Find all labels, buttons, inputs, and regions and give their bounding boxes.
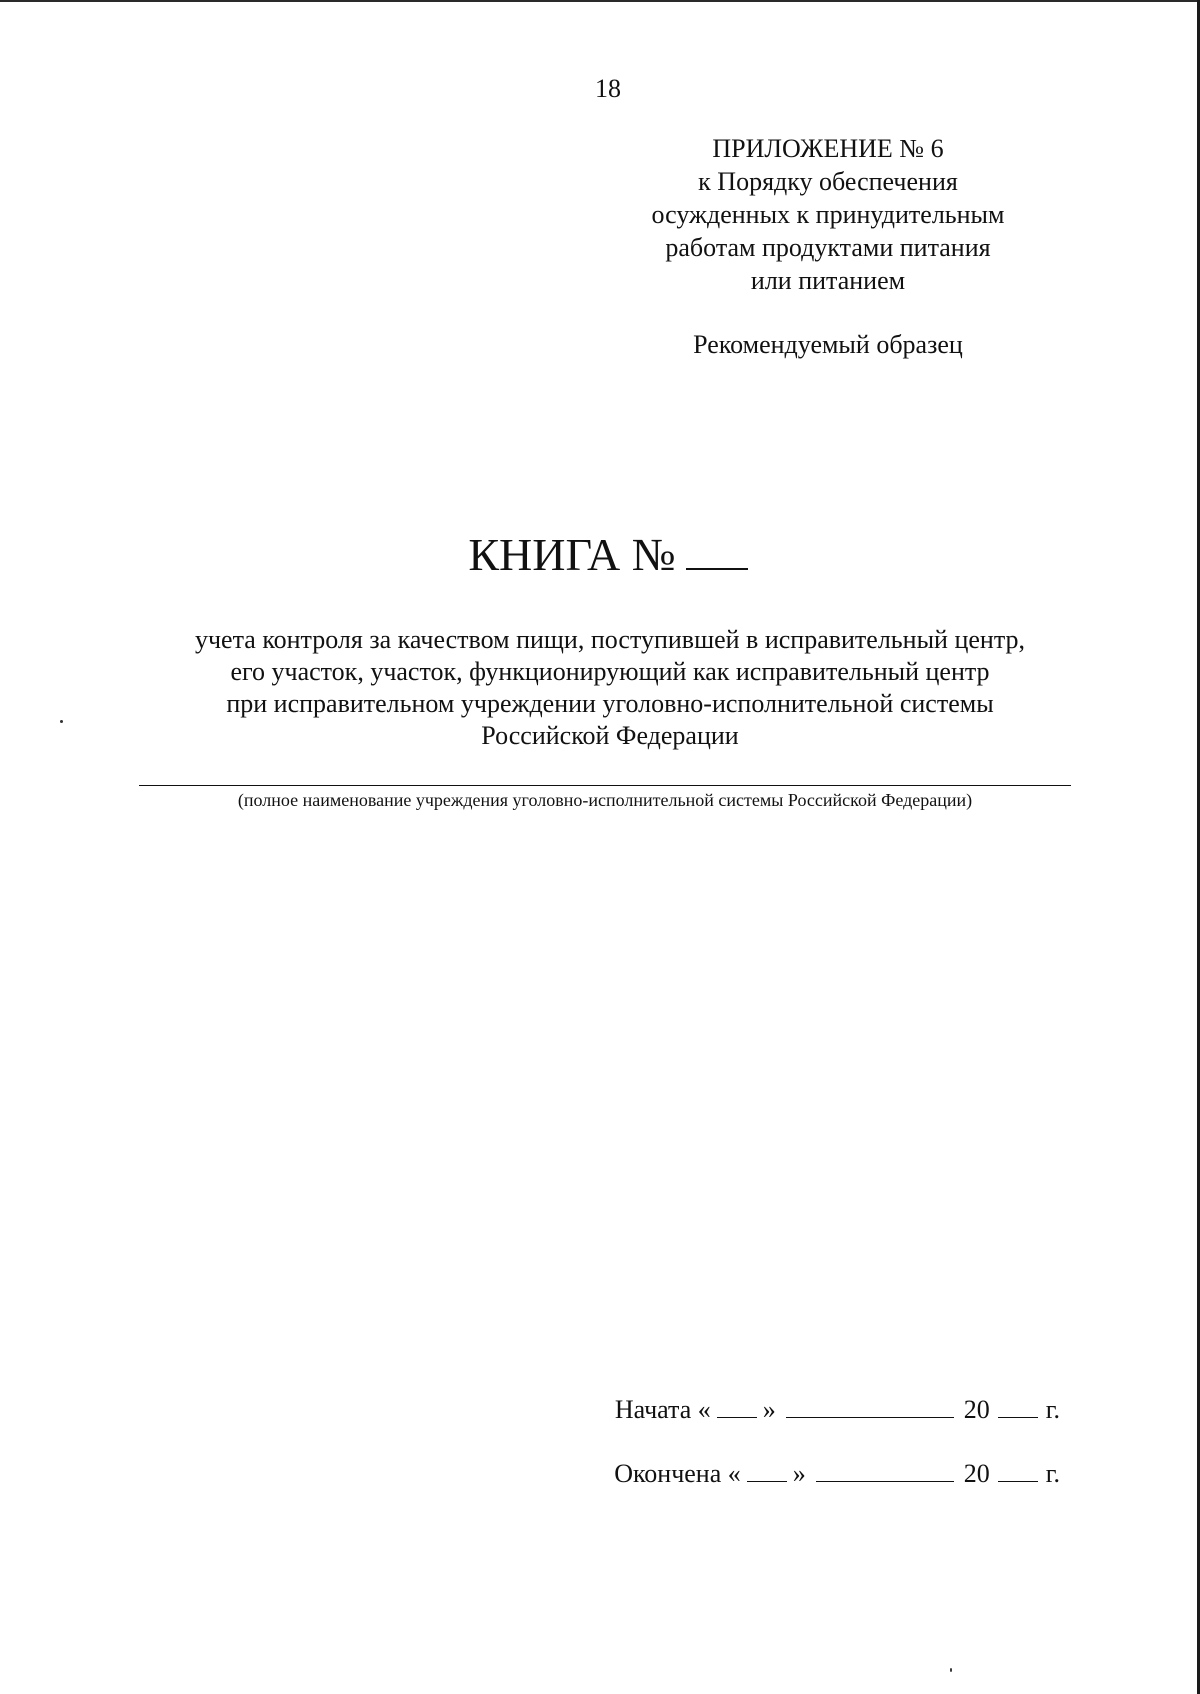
recommended-sample-label: Рекомендуемый образец <box>693 330 963 359</box>
page-number: 18 <box>595 74 621 103</box>
finished-year-suffix: г. <box>1045 1459 1060 1489</box>
finished-date-row <box>540 1458 1060 1489</box>
finished-year-blank <box>998 1458 1038 1482</box>
started-year-blank <box>998 1394 1038 1418</box>
appendix-line: к Порядку обеспечения <box>698 167 958 196</box>
appendix-block <box>590 132 1066 297</box>
appendix-line: осужденных к принудительным <box>651 200 1005 229</box>
book-title <box>0 522 1200 581</box>
subtitle-line: при исправительном учреждении уголовно-исполнительной системы <box>226 689 994 718</box>
finished-label: Окончена « <box>614 1459 741 1489</box>
appendix-line: ПРИЛОЖЕНИЕ № 6 <box>712 134 944 163</box>
started-month-blank <box>786 1394 954 1418</box>
started-century: 20 <box>963 1395 990 1425</box>
finished-century: 20 <box>963 1459 990 1489</box>
started-quote-close: » <box>762 1395 776 1425</box>
started-day-blank <box>717 1394 757 1418</box>
started-year-suffix: г. <box>1045 1395 1060 1425</box>
finished-quote-close: » <box>792 1459 806 1489</box>
institution-name-caption: (полное наименование учреждения уголовно-исполнительной системы Российской Федерации) <box>237 790 973 810</box>
book-number-blank <box>686 522 748 570</box>
institution-name-line <box>139 785 1071 786</box>
book-title-text: КНИГА № <box>468 529 676 580</box>
subtitle-line: его участок, участок, функционирующий как исправительный центр <box>230 657 990 686</box>
started-label: Начата « <box>614 1395 711 1425</box>
appendix-line: работам продуктами питания <box>665 233 991 262</box>
subtitle-line: учета контроля за качеством пищи, поступившей в исправительный центр, <box>194 625 1026 654</box>
appendix-line: или питанием <box>750 266 906 295</box>
scan-speck <box>60 720 63 723</box>
scan-edge-top <box>0 0 1200 2</box>
book-subtitle <box>100 624 1120 752</box>
finished-month-blank <box>816 1458 954 1482</box>
started-date-row <box>540 1394 1060 1425</box>
subtitle-line: Российской Федерации <box>481 721 739 750</box>
finished-day-blank <box>747 1458 787 1482</box>
scan-speck <box>950 1668 952 1672</box>
